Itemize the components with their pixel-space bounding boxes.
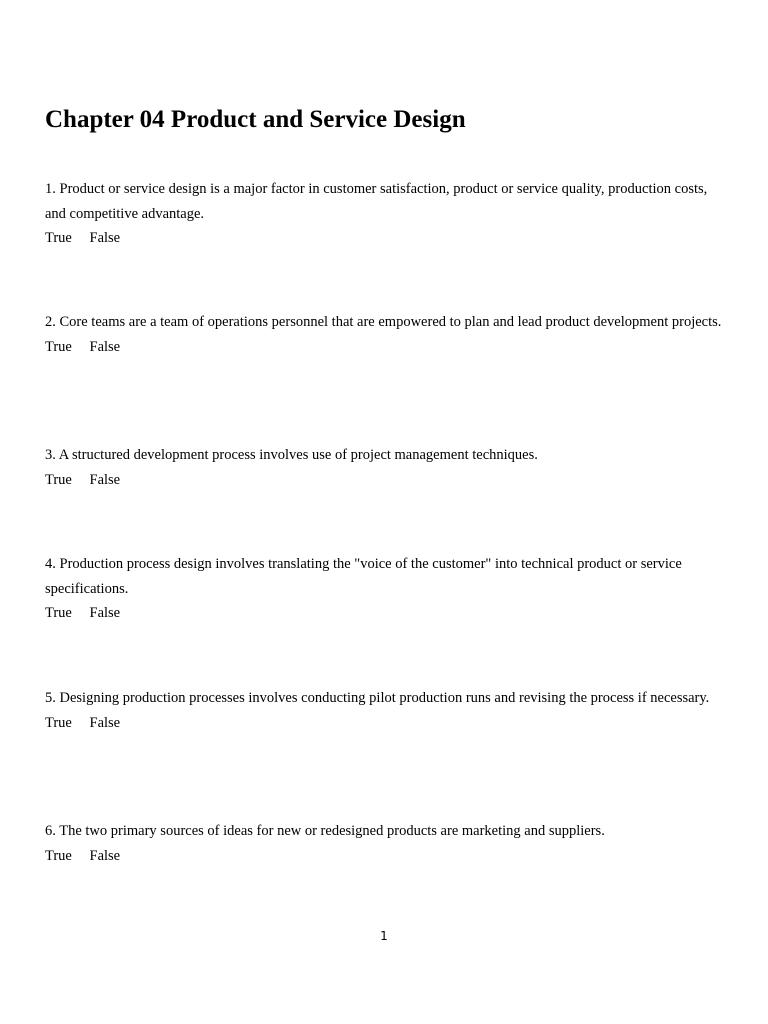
option-true: True <box>45 605 72 621</box>
question-3 <box>45 443 725 492</box>
answer-options <box>45 335 725 360</box>
question-text: 1. Product or service design is a major factor in customer satisfaction, product or service quality, production costs, and competitive advantage. <box>45 181 708 222</box>
option-false: False <box>89 714 121 731</box>
question-1 <box>45 177 725 251</box>
option-false: False <box>89 230 121 246</box>
option-true: True <box>45 230 72 246</box>
question-6 <box>45 819 725 868</box>
answer-options <box>45 601 725 626</box>
question-2 <box>45 310 725 359</box>
answer-options <box>45 468 725 493</box>
option-true: True <box>45 714 72 731</box>
option-true: True <box>45 338 72 355</box>
question-text: 6. The two primary sources of ideas for new or redesigned products are marketing and suppliers. <box>45 823 605 839</box>
option-false: False <box>89 338 121 355</box>
question-text: 4. Production process design involves translating the "voice of the customer" into technical product or service specifications. <box>45 556 682 597</box>
answer-options <box>45 844 725 869</box>
answer-options <box>45 711 725 736</box>
option-true: True <box>45 847 72 864</box>
answer-options <box>45 226 725 251</box>
option-false: False <box>89 471 121 488</box>
question-text: 5. Designing production processes involves conducting pilot production runs and revising the process if necessary. <box>45 690 710 706</box>
option-false: False <box>89 605 121 621</box>
question-text: 3. A structured development process involves use of project management techniques. <box>45 447 538 463</box>
question-4 <box>45 552 725 626</box>
page-number: 1 <box>380 929 388 943</box>
option-false: False <box>89 847 121 864</box>
question-5 <box>45 686 725 735</box>
question-text: 2. Core teams are a team of operations personnel that are empowered to plan and lead product development projects. <box>45 314 722 330</box>
page-title: Chapter 04 Product and Service Design <box>45 106 466 133</box>
option-true: True <box>45 471 72 488</box>
